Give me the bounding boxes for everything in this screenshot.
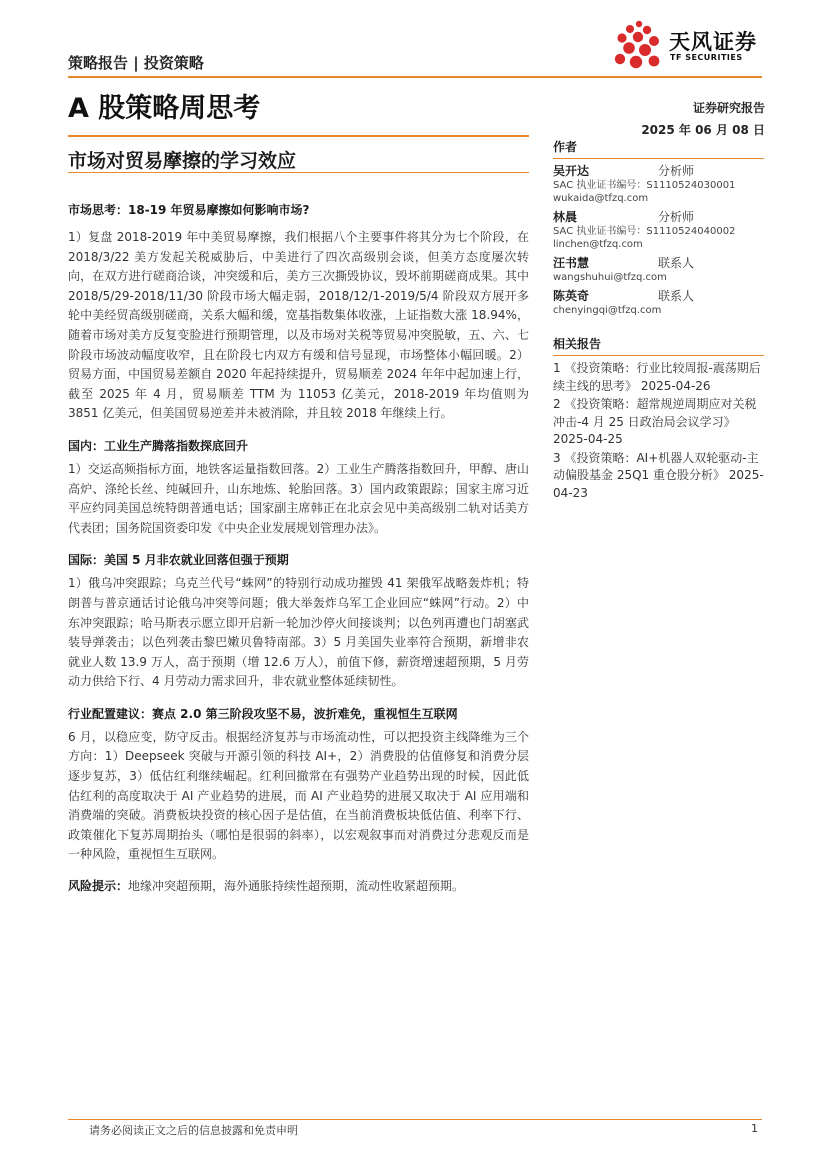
related-report-link[interactable]: 2 《投资策略：超常规逆周期应对关税冲击-4 月 25 日政治局会议学习》 2025-04-25 (553, 397, 757, 446)
risk-text: 地缘冲突超预期，海外通胀持续性超预期，流动性收紧超预期。 (128, 879, 465, 894)
related-reports-list (553, 360, 764, 502)
section-industry-allocation (68, 704, 529, 865)
page-title: A 股策略周思考 (68, 93, 261, 124)
report-category: 策略报告 | 投资策略 (68, 54, 204, 72)
section-heading: 行业配置建议：赛点 2.0 第三阶段攻坚不易，波折难免，重视恒生互联网 (68, 706, 458, 721)
section-heading: 国际：美国 5 月非农就业回落但强于预期 (68, 553, 289, 568)
author-name: 吴开达 (553, 164, 590, 178)
section-body: 1）复盘 2018-2019 年中美贸易摩擦，我们根据八个主要事件将其分为七个阶段，在 2018/3/22 美方发起关税威胁后，中美进行了四次高级别会谈，但美方态度屡次转向，在双方进行磋商洽谈，冲突缓和后，美方三次撕毁协议，毁坏前期磋商成果。其中 2018/5/29-2018/11/30 阶段市场大幅走弱，2018/12/1-2019/5/4 阶段双方展开多轮中美经贸高级别磋商，关系大幅和缓，宽基指数集体收涨，上证指数大涨 18.94%，随着市场对美方反复变脸进行预期管理，以及市场对关税等贸易冲突脱敏，五、六、七阶段市场波动幅度收窄，且在阶段七内双方有缓和信号显现，市场整体小幅回暖。2）贸易方面，中国贸易差额自 2020 年起持续提升，贸易顺差 2024 年年中起加速上行，截至 2025 年 4 月，贸易顺差 TTM 为 11053 亿美元，2018-2019 年均值则为 3851 亿美元，但美国贸易逆差并未被消除，并且较 2018 年继续上行。 (68, 230, 529, 421)
related-report-link[interactable]: 1 《投资策略：行业比较周报-震荡期后续主线的思考》 2025-04-26 (553, 361, 761, 393)
author-email[interactable]: wukaida@tfzq.com (553, 193, 649, 204)
author-card (553, 209, 764, 251)
author-role: 分析师 (658, 164, 695, 178)
author-email[interactable]: linchen@tfzq.com (553, 239, 643, 250)
author-card (553, 288, 764, 317)
report-date: 2025 年 06 月 08 日 (641, 123, 765, 137)
author-email[interactable]: chenyingqi@tfzq.com (553, 305, 662, 316)
page-subtitle: 市场对贸易摩擦的学习效应 (68, 150, 297, 172)
risk-label: 风险提示： (68, 879, 129, 894)
section-body: 6 月，以稳应变，防守反击。根据经济复苏与市场流动性，可以把投资主线降维为三个方向：1）Deepseek 突破与开源引领的科技 AI+，2）消费股的估值修复和消费分层逐步复苏，3）低估红利继续崛起。红利回撤常在有强势产业趋势出现的时候，因此低估红利的高度取决于 AI 产业趋势的进展，而 AI 产业趋势的进展又取决于 AI 应用端和消费端的突破。消费板块投资的核心因子是估值，在当前消费板块低估值、利率下行、政策催化下复苏周期抬头（哪怕是很弱的斜率），以宏观叙事而对消费过分悲观反而是一种风险，重视恒生互联网。 (68, 729, 529, 862)
author-card (553, 255, 764, 284)
authors-heading: 作者 (553, 138, 764, 159)
author-name: 陈英奇 (553, 289, 590, 303)
author-sac: SAC 执业证书编号：S1110524030001 (553, 180, 736, 191)
related-report-link[interactable]: 3 《投资策略：AI+机器人双轮驱动-主动偏股基金 25Q1 重仓股分析》 2025-04-23 (553, 450, 764, 500)
related-reports-heading: 相关报告 (553, 335, 764, 356)
author-name: 林晨 (553, 210, 578, 224)
section-body: 1）俄乌冲突跟踪；乌克兰代号“蛛网”的特别行动成功摧毁 41 架俄军战略轰炸机；特朗普与普京通话讨论俄乌冲突等问题；俄大举轰炸乌军工企业回应“蛛网”行动。2）中东冲突跟踪；哈马斯表示愿立即开启新一轮加沙停火间接谈判；以色列再遭也门胡塞武装导弹袭击；以色列袭击黎巴嫩贝鲁特南部。3）5 月美国失业率符合预期，新增非农就业人数 13.9 万人，高于预期（增 12.6 万人），前值下修，薪资增速超预期，5 月劳动力供给下行、4 月劳动力需求回升，非农就业整体延续韧性。 (68, 576, 529, 689)
logo-english-name: TF SECURITIES (670, 53, 743, 62)
section-heading: 市场思考：18-19 年贸易摩擦如何影响市场? (68, 203, 310, 217)
author-sac: SAC 执业证书编号：S1110524040002 (553, 226, 736, 237)
sidebar (553, 138, 764, 503)
report-type: 证券研究报告 (692, 101, 765, 115)
title-divider-top (68, 135, 529, 137)
footer-divider (68, 1119, 762, 1120)
title-divider-bottom (68, 172, 529, 173)
header-divider (68, 76, 762, 78)
author-name: 汪书慧 (553, 256, 590, 270)
logo-mark-icon (612, 20, 664, 70)
main-content (68, 200, 529, 897)
section-domestic (68, 436, 529, 538)
logo-name: 天风证券 (669, 30, 757, 54)
section-heading: 国内：工业生产腾落指数探底回升 (68, 438, 249, 453)
section-body: 1）交运高频指标方面，地铁客运量指数回落。2）工业生产腾落指数回升，甲醇、唐山高炉、涤纶长丝、纯碱回升，山东地炼、轮胎回落。3）国内政策跟踪；国家主席习近平应约同美国总统特朗普通电话；国家副主席韩正在北京会见中美高级别二轨对话美方代表团；国务院国资委印发《中央企业发展规划管理办法》。 (68, 461, 529, 535)
footer-disclaimer: 请务必阅读正文之后的信息披露和免责申明 (89, 1124, 298, 1137)
section-market-thoughts (68, 200, 529, 424)
risk-warning (68, 877, 529, 897)
page-number: 1 (751, 1122, 758, 1135)
author-card (553, 163, 764, 205)
section-international (68, 550, 529, 692)
author-role: 联系人 (658, 289, 695, 303)
author-role: 联系人 (658, 256, 695, 270)
author-role: 分析师 (658, 210, 695, 224)
company-logo (612, 20, 762, 70)
author-email[interactable]: wangshuhui@tfzq.com (553, 272, 667, 283)
